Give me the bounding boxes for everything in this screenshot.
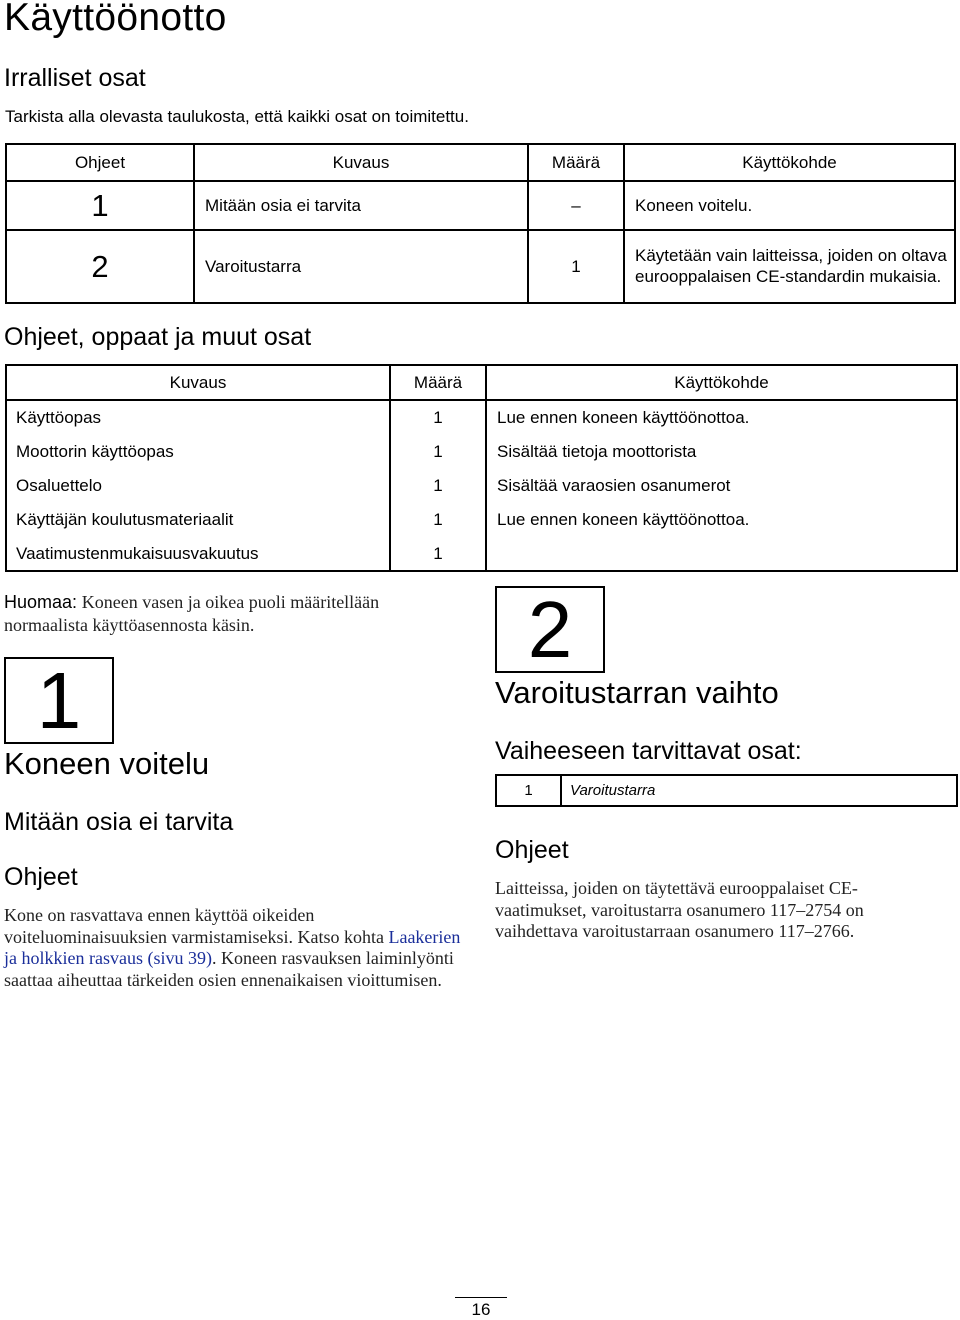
step-1-title: Koneen voitelu — [4, 746, 210, 781]
step-1-parts-heading: Mitään osia ei tarvita — [4, 808, 234, 836]
item-quantity: 1 — [390, 469, 486, 503]
note-label: Huomaa: — [4, 592, 78, 612]
step-1-procedure-heading: Ohjeet — [4, 863, 78, 891]
page-number: 16 — [471, 1300, 491, 1319]
column-header: Ohjeet — [6, 144, 194, 181]
part-description: Mitään osia ei tarvita — [194, 181, 528, 230]
item-description: Käyttäjän koulutusmateriaalit — [6, 503, 390, 537]
step-1-number-box: 1 — [4, 657, 114, 744]
loose-parts-table — [5, 143, 956, 304]
column-header: Määrä — [528, 144, 624, 181]
column-header: Kuvaus — [6, 365, 390, 400]
item-description: Käyttöopas — [6, 400, 390, 435]
item-quantity: 1 — [390, 537, 486, 571]
lubrication-link[interactable]: Laakerien ja holkkien rasvaus (sivu 39) — [4, 926, 461, 968]
step-2-title: Varoitustarran vaihto — [495, 675, 779, 710]
column-header: Kuvaus — [194, 144, 528, 181]
column-header: Käyttökohde — [624, 144, 955, 181]
page-title: Käyttöönotto — [4, 0, 227, 39]
part-quantity: 1 — [528, 230, 624, 303]
column-header: Käyttökohde — [486, 365, 957, 400]
item-use: Sisältää tietoja moottorista — [486, 435, 957, 469]
table-header-row — [6, 365, 957, 400]
table-row — [496, 775, 957, 806]
step-1-text-after-link: . Koneen rasvauksen laiminlyönti saattaa aiheuttaa tärkeiden osien ennenaikaisen vioittumisen. — [4, 948, 454, 990]
table-row — [6, 435, 957, 469]
table-row — [6, 181, 955, 230]
item-description: Vaatimustenmukaisuusvakuutus — [6, 537, 390, 571]
step-2-parts-heading: Vaiheeseen tarvittavat osat: — [495, 737, 802, 765]
step-1-procedure-text — [4, 905, 464, 991]
table-row — [6, 537, 957, 571]
part-quantity: – — [528, 181, 624, 230]
loose-parts-intro: Tarkista alla olevasta taulukosta, että kaikki osat on toimitettu. — [5, 107, 469, 126]
note-text: Koneen vasen ja oikea puoli määritellään normaalista käyttöasennosta käsin. — [4, 592, 380, 635]
part-name: Varoitustarra — [561, 775, 957, 806]
step-1-text-before-link: Kone on rasvattava ennen käyttöä oikeiden voiteluominaisuuksien varmistamiseksi. Katso kohta — [4, 905, 389, 947]
manuals-table — [5, 364, 958, 572]
step-2-parts-table — [495, 774, 958, 807]
footer-divider — [455, 1297, 507, 1298]
manuals-heading: Ohjeet, oppaat ja muut osat — [4, 323, 312, 351]
step-2-procedure-heading: Ohjeet — [495, 836, 569, 864]
part-quantity: 1 — [496, 775, 561, 806]
step-number: 2 — [6, 230, 194, 303]
item-use: Lue ennen koneen käyttöönottoa. — [486, 503, 957, 537]
table-header-row — [6, 144, 955, 181]
note — [4, 591, 464, 637]
part-use: Koneen voitelu. — [624, 181, 955, 230]
table-row — [6, 230, 955, 303]
part-description: Varoitustarra — [194, 230, 528, 303]
item-quantity: 1 — [390, 503, 486, 537]
part-use: Käytetään vain laitteissa, joiden on oltava eurooppalaisen CE-standardin mukaisia. — [624, 230, 955, 303]
item-quantity: 1 — [390, 435, 486, 469]
table-row — [6, 503, 957, 537]
item-use: Sisältää varaosien osanumerot — [486, 469, 957, 503]
item-description: Moottorin käyttöopas — [6, 435, 390, 469]
item-quantity: 1 — [390, 400, 486, 435]
item-use — [486, 537, 957, 571]
item-description: Osaluettelo — [6, 469, 390, 503]
step-number: 1 — [6, 181, 194, 230]
loose-parts-heading: Irralliset osat — [4, 64, 146, 92]
step-2-procedure-text: Laitteissa, joiden on täytettävä eurooppalaiset CE-vaatimukset, varoitustarra osanumero 117–2754 on vaihdettava varoitustarraan osanumero 117–2766. — [495, 878, 864, 941]
item-use: Lue ennen koneen käyttöönottoa. — [486, 400, 957, 435]
table-row — [6, 469, 957, 503]
step-2-number-box: 2 — [495, 586, 605, 673]
column-header: Määrä — [390, 365, 486, 400]
table-row — [6, 400, 957, 435]
